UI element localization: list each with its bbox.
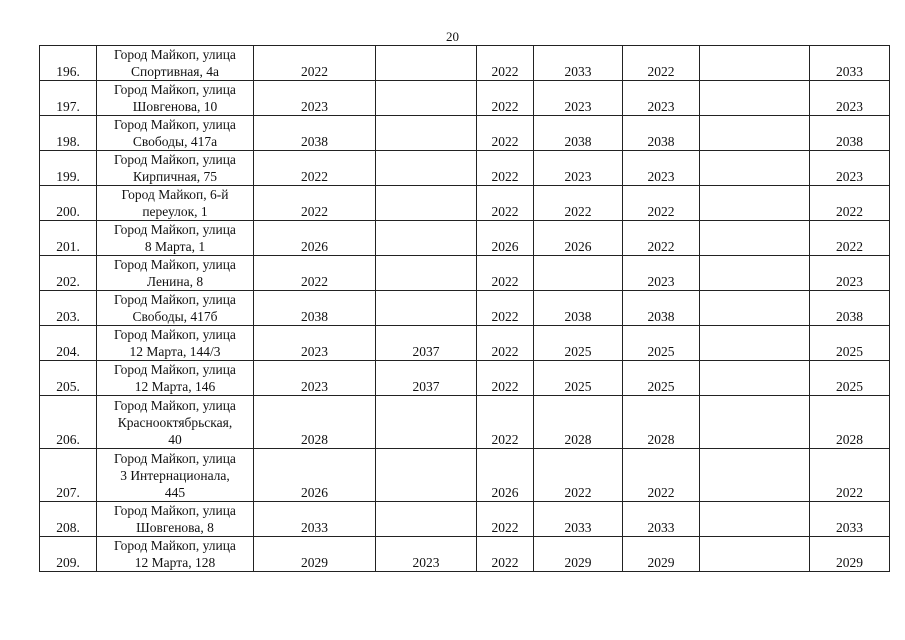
- year-col-4: 2022: [534, 449, 623, 502]
- year-col-7: 2023: [810, 151, 890, 186]
- address-line: Свободы, 417б: [132, 309, 218, 324]
- address-cell: [97, 502, 254, 537]
- year-col-3: 2022: [477, 537, 534, 572]
- year-col-3: 2022: [477, 256, 534, 291]
- address-line: 12 Марта, 146: [134, 379, 216, 394]
- year-col-7: 2022: [810, 221, 890, 256]
- row-number: 208.: [40, 502, 97, 537]
- row-number: 201.: [40, 221, 97, 256]
- year-col-3: 2022: [477, 291, 534, 326]
- year-col-2: 2037: [376, 326, 477, 361]
- year-col-4: [534, 256, 623, 291]
- table-row: [40, 537, 890, 572]
- address-cell: [97, 81, 254, 116]
- year-col-7: 2038: [810, 291, 890, 326]
- address-line: Город Майкоп, улица: [114, 152, 236, 167]
- address-line: 8 Марта, 1: [144, 239, 206, 254]
- address-cell: [97, 291, 254, 326]
- table-row: [40, 186, 890, 221]
- year-col-4: 2038: [534, 291, 623, 326]
- year-col-7: 2023: [810, 256, 890, 291]
- table-row: [40, 396, 890, 449]
- address-cell: [97, 151, 254, 186]
- row-number: 209.: [40, 537, 97, 572]
- year-col-6: [700, 291, 810, 326]
- year-col-5: 2023: [623, 256, 700, 291]
- table-row: [40, 361, 890, 396]
- year-col-7: 2022: [810, 186, 890, 221]
- year-col-2: 2037: [376, 361, 477, 396]
- address-cell: [97, 396, 254, 449]
- table-row: [40, 449, 890, 502]
- row-number: 196.: [40, 46, 97, 81]
- row-number: 206.: [40, 396, 97, 449]
- year-col-2: [376, 116, 477, 151]
- housing-registry-table: [39, 45, 890, 572]
- year-col-4: 2023: [534, 81, 623, 116]
- address-line: Город Майкоп, улица: [114, 451, 236, 466]
- year-col-6: [700, 186, 810, 221]
- row-number: 200.: [40, 186, 97, 221]
- year-col-3: 2022: [477, 502, 534, 537]
- year-col-6: [700, 449, 810, 502]
- row-number: 199.: [40, 151, 97, 186]
- year-col-4: 2029: [534, 537, 623, 572]
- year-col-1: 2023: [254, 81, 376, 116]
- year-col-6: [700, 46, 810, 81]
- address-line: Город Майкоп, улица: [114, 117, 236, 132]
- address-cell: [97, 116, 254, 151]
- year-col-2: [376, 221, 477, 256]
- year-col-4: 2022: [534, 186, 623, 221]
- table-row: [40, 151, 890, 186]
- year-col-1: 2022: [254, 46, 376, 81]
- year-col-1: 2028: [254, 396, 376, 449]
- address-line: Город Майкоп, улица: [114, 47, 236, 62]
- address-cell: [97, 256, 254, 291]
- year-col-7: 2028: [810, 396, 890, 449]
- address-line: 12 Марта, 144/3: [129, 344, 221, 359]
- year-col-1: 2022: [254, 151, 376, 186]
- year-col-4: 2038: [534, 116, 623, 151]
- row-number: 197.: [40, 81, 97, 116]
- address-line: 12 Марта, 128: [134, 555, 216, 570]
- year-col-4: 2023: [534, 151, 623, 186]
- year-col-5: 2022: [623, 46, 700, 81]
- year-col-6: [700, 361, 810, 396]
- year-col-4: 2033: [534, 502, 623, 537]
- year-col-1: 2038: [254, 116, 376, 151]
- year-col-3: 2022: [477, 81, 534, 116]
- year-col-5: 2029: [623, 537, 700, 572]
- year-col-4: 2028: [534, 396, 623, 449]
- year-col-2: [376, 151, 477, 186]
- year-col-7: 2038: [810, 116, 890, 151]
- table-row: [40, 291, 890, 326]
- year-col-1: 2026: [254, 449, 376, 502]
- address-line: Город Майкоп, улица: [114, 257, 236, 272]
- year-col-7: 2029: [810, 537, 890, 572]
- year-col-1: 2038: [254, 291, 376, 326]
- year-col-6: [700, 256, 810, 291]
- address-line: Город Майкоп, улица: [114, 362, 236, 377]
- address-line: Город Майкоп, улица: [114, 398, 236, 413]
- year-col-5: 2022: [623, 186, 700, 221]
- year-col-1: 2033: [254, 502, 376, 537]
- year-col-1: 2023: [254, 361, 376, 396]
- year-col-2: [376, 46, 477, 81]
- row-number: 198.: [40, 116, 97, 151]
- row-number: 204.: [40, 326, 97, 361]
- year-col-5: 2033: [623, 502, 700, 537]
- address-line: 3 Интернационала,: [120, 468, 230, 483]
- year-col-2: [376, 396, 477, 449]
- table-row: [40, 46, 890, 81]
- year-col-5: 2038: [623, 116, 700, 151]
- address-cell: [97, 326, 254, 361]
- year-col-5: 2028: [623, 396, 700, 449]
- year-col-3: 2026: [477, 449, 534, 502]
- year-col-1: 2022: [254, 186, 376, 221]
- year-col-1: 2022: [254, 256, 376, 291]
- address-line: Город Майкоп, улица: [114, 222, 236, 237]
- address-line: Спортивная, 4а: [131, 64, 219, 79]
- address-line: 445: [164, 485, 186, 500]
- year-col-3: 2022: [477, 116, 534, 151]
- address-cell: [97, 186, 254, 221]
- year-col-5: 2038: [623, 291, 700, 326]
- address-line: 40: [168, 432, 182, 447]
- year-col-3: 2022: [477, 151, 534, 186]
- address-cell: [97, 221, 254, 256]
- year-col-6: [700, 396, 810, 449]
- year-col-7: 2022: [810, 449, 890, 502]
- year-col-3: 2022: [477, 361, 534, 396]
- year-col-6: [700, 537, 810, 572]
- year-col-5: 2022: [623, 221, 700, 256]
- row-number: 203.: [40, 291, 97, 326]
- row-number: 202.: [40, 256, 97, 291]
- year-col-2: [376, 449, 477, 502]
- address-line: Свободы, 417а: [132, 134, 218, 149]
- year-col-2: [376, 291, 477, 326]
- year-col-5: 2023: [623, 81, 700, 116]
- address-line: Город Майкоп, улица: [114, 327, 236, 342]
- year-col-3: 2022: [477, 186, 534, 221]
- address-line: Город Майкоп, 6-й: [121, 187, 229, 202]
- year-col-6: [700, 81, 810, 116]
- address-line: Город Майкоп, улица: [114, 503, 236, 518]
- year-col-6: [700, 502, 810, 537]
- year-col-6: [700, 116, 810, 151]
- address-line: Город Майкоп, улица: [114, 538, 236, 553]
- row-number: 205.: [40, 361, 97, 396]
- year-col-5: 2025: [623, 361, 700, 396]
- year-col-7: 2033: [810, 46, 890, 81]
- year-col-6: [700, 326, 810, 361]
- address-line: Шовгенова, 8: [136, 520, 214, 535]
- year-col-1: 2026: [254, 221, 376, 256]
- address-line: Кирпичная, 75: [133, 169, 217, 184]
- year-col-5: 2022: [623, 449, 700, 502]
- year-col-7: 2023: [810, 81, 890, 116]
- year-col-4: 2026: [534, 221, 623, 256]
- year-col-4: 2025: [534, 361, 623, 396]
- year-col-2: [376, 502, 477, 537]
- address-line: Город Майкоп, улица: [114, 82, 236, 97]
- year-col-3: 2026: [477, 221, 534, 256]
- table-body: [40, 46, 890, 572]
- year-col-6: [700, 151, 810, 186]
- address-cell: [97, 361, 254, 396]
- year-col-2: [376, 186, 477, 221]
- year-col-1: 2029: [254, 537, 376, 572]
- table-row: [40, 116, 890, 151]
- address-line: переулок, 1: [142, 204, 208, 219]
- address-line: Шовгенова, 10: [132, 99, 218, 114]
- address-cell: [97, 46, 254, 81]
- table-row: [40, 221, 890, 256]
- row-number: 207.: [40, 449, 97, 502]
- year-col-6: [700, 221, 810, 256]
- address-line: Город Майкоп, улица: [114, 292, 236, 307]
- address-cell: [97, 537, 254, 572]
- address-line: Ленина, 8: [146, 274, 204, 289]
- year-col-7: 2033: [810, 502, 890, 537]
- year-col-3: 2022: [477, 46, 534, 81]
- year-col-1: 2023: [254, 326, 376, 361]
- year-col-2: 2023: [376, 537, 477, 572]
- table-row: [40, 326, 890, 361]
- address-line: Краснооктябрьская,: [117, 415, 233, 430]
- table-row: [40, 256, 890, 291]
- year-col-2: [376, 81, 477, 116]
- address-cell: [97, 449, 254, 502]
- year-col-5: 2023: [623, 151, 700, 186]
- year-col-7: 2025: [810, 361, 890, 396]
- page-number: 20: [446, 29, 459, 44]
- table-row: [40, 81, 890, 116]
- year-col-4: 2025: [534, 326, 623, 361]
- table-row: [40, 502, 890, 537]
- year-col-3: 2022: [477, 396, 534, 449]
- year-col-4: 2033: [534, 46, 623, 81]
- year-col-3: 2022: [477, 326, 534, 361]
- year-col-7: 2025: [810, 326, 890, 361]
- year-col-5: 2025: [623, 326, 700, 361]
- year-col-2: [376, 256, 477, 291]
